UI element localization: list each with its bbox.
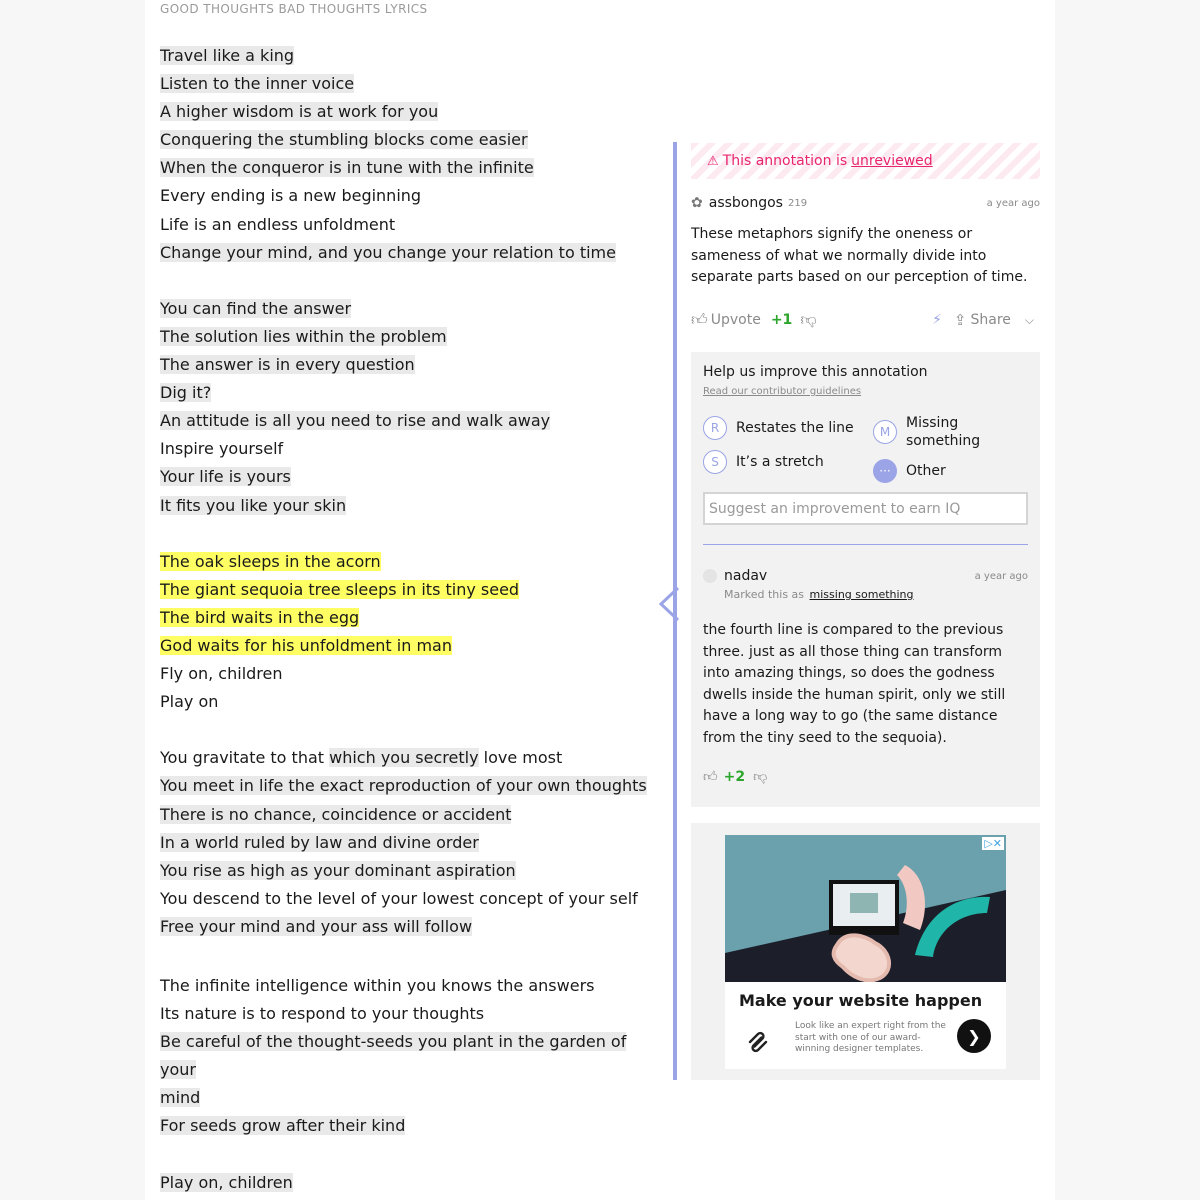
- lyric-line: Play on: [160, 692, 219, 712]
- ad-arrow-right-icon[interactable]: ❯: [957, 1019, 991, 1053]
- ad-headline[interactable]: Make your website happen: [739, 991, 983, 1010]
- annotation-author-row: [691, 193, 1040, 213]
- lyric-line-annotated[interactable]: Change your mind, and you change your relation to time: [160, 242, 616, 262]
- ad-description: Look like an expert right from the start with one of our award-winning designer templates.: [795, 1021, 946, 1054]
- lyric-line: Its nature is to respond to your thoughts: [160, 1004, 485, 1024]
- avatar[interactable]: [703, 569, 717, 583]
- lyric-line-annotated[interactable]: Free your mind and your ass will follow: [160, 916, 473, 936]
- thumbs-up-icon[interactable]: 👍︎: [691, 310, 708, 329]
- warning-icon: ⚠: [707, 153, 719, 169]
- annotation-body: These metaphors signify the oneness or sameness of what we normally divide into separate parts based on our perception of time.: [691, 226, 1028, 286]
- option-label: Restates the line: [736, 420, 854, 436]
- option-restates-line[interactable]: [703, 416, 854, 440]
- lyric-line-annotated[interactable]: Your life is yours: [160, 467, 291, 487]
- lyric-line-annotated[interactable]: Be careful of the thought-seeds you plant in the garden of your: [160, 1032, 627, 1080]
- comment-votes: [703, 768, 767, 785]
- unreviewed-banner: [691, 143, 1040, 179]
- lyric-line-selected[interactable]: The giant sequoia tree sleeps in its tiny seed: [160, 579, 520, 599]
- lyric-line-annotated[interactable]: There is no chance, coincidence or accident: [160, 804, 512, 824]
- improve-title: Help us improve this annotation: [703, 364, 928, 380]
- annotation-pointer: [658, 586, 680, 622]
- option-label: Other: [906, 463, 946, 479]
- marked-tag[interactable]: missing something: [809, 588, 914, 601]
- adchoices-icon[interactable]: ▷: [984, 837, 993, 850]
- lyric-line-annotated[interactable]: It fits you like your skin: [160, 495, 347, 515]
- lyric-line-annotated[interactable]: Listen to the inner voice: [160, 74, 355, 94]
- marked-prefix: Marked this as: [724, 588, 805, 601]
- comment-author[interactable]: nadav: [724, 568, 768, 584]
- lyric-line-selected[interactable]: The oak sleeps in the acorn: [160, 551, 381, 571]
- option-other[interactable]: [873, 459, 946, 483]
- lyric-line-annotated[interactable]: The solution lies within the problem: [160, 326, 447, 346]
- lyric-line-annotated[interactable]: An attitude is all you need to rise and walk away: [160, 411, 551, 431]
- comment-marked-as: [724, 588, 914, 601]
- annotation-author[interactable]: assbongos: [708, 195, 783, 211]
- comment-vote-count: +2: [723, 768, 746, 785]
- lyric-line-annotated[interactable]: mind: [160, 1088, 201, 1108]
- lyric-line: You gravitate to that: [160, 748, 330, 768]
- annotation-actions: [691, 308, 1040, 332]
- divider: [703, 544, 1028, 545]
- lyric-line-annotated[interactable]: You rise as high as your dominant aspiration: [160, 860, 516, 880]
- lyric-line-selected[interactable]: God waits for his unfoldment in man: [160, 635, 452, 655]
- option-its-a-stretch[interactable]: [703, 450, 824, 474]
- chevron-down-icon[interactable]: ⌵: [1024, 312, 1034, 327]
- lyric-line-annotated[interactable]: Travel like a king: [160, 46, 295, 65]
- lyrics-body: [160, 42, 650, 1197]
- lightning-icon[interactable]: ⚡︎: [932, 312, 942, 328]
- thumbs-up-icon[interactable]: 👍︎: [703, 769, 718, 785]
- s-badge-icon: S: [703, 450, 727, 474]
- option-label: Missing something: [906, 415, 981, 449]
- lyric-line-annotated[interactable]: When the conqueror is in tune with the infinite: [160, 158, 534, 178]
- lyric-line-annotated[interactable]: Play on, children: [160, 1172, 293, 1192]
- ad-choices[interactable]: [982, 837, 1004, 850]
- lyric-line: Fly on, children: [160, 664, 283, 684]
- lyric-line-annotated[interactable]: The answer is in every question: [160, 355, 415, 375]
- contributor-guidelines-link[interactable]: Read our contributor guidelines: [703, 386, 862, 397]
- lyric-line: The infinite intelligence within you knows the answers: [160, 976, 595, 995]
- lyric-line: Every ending is a new beginning: [160, 186, 422, 206]
- close-icon[interactable]: ✕: [992, 837, 1002, 850]
- lyric-line-annotated[interactable]: A higher wisdom is at work for you: [160, 102, 439, 122]
- lyric-line-annotated[interactable]: You meet in life the exact reproduction of your own thoughts: [160, 776, 647, 796]
- lyric-line-annotated[interactable]: Conquering the stumbling blocks come easier: [160, 130, 528, 150]
- thumbs-down-icon[interactable]: 👎︎: [800, 310, 817, 329]
- lyrics-title: GOOD THOUGHTS BAD THOUGHTS LYRICS: [160, 2, 428, 16]
- more-dots-icon: ···: [873, 459, 897, 483]
- option-missing-something[interactable]: [873, 414, 1003, 450]
- user-avatar-icon[interactable]: ✿: [691, 195, 703, 211]
- squarespace-logo-icon: [745, 1029, 771, 1055]
- comment-timestamp: a year ago: [974, 570, 1028, 582]
- lyric-line: You descend to the level of your lowest concept of your self: [160, 888, 638, 908]
- vote-count: +1: [770, 312, 793, 328]
- lyric-line-annotated[interactable]: You can find the answer: [160, 298, 352, 318]
- ad-image[interactable]: [725, 835, 1006, 982]
- lyric-line-selected[interactable]: The bird waits in the egg: [160, 607, 360, 627]
- m-badge-icon: M: [873, 420, 897, 444]
- option-label: It’s a stretch: [736, 454, 824, 470]
- author-iq: 219: [787, 197, 808, 209]
- improve-annotation-panel: [691, 352, 1040, 807]
- share-button[interactable]: Share: [970, 312, 1011, 328]
- advertisement[interactable]: [725, 835, 1006, 1069]
- lyric-line: Life is an endless unfoldment: [160, 214, 396, 234]
- comment-header: [703, 568, 1028, 584]
- lyric-line-annotated[interactable]: In a world ruled by law and divine order: [160, 832, 479, 852]
- upvote-button[interactable]: Upvote: [710, 312, 761, 328]
- lyric-line-annotated[interactable]: Dig it?: [160, 383, 212, 403]
- share-icon[interactable]: ⇪: [953, 311, 967, 329]
- comment-body: the fourth line is compared to the previous three. just as all those thing can transform into amazing things, so does the godness dwells inside the human spirit, only we still have a long way to go (the same distance from the tiny seed to the sequoia).: [703, 622, 1006, 746]
- lyric-line-annotated[interactable]: which you secretly: [329, 748, 479, 768]
- unreviewed-label: This annotation is: [722, 153, 848, 169]
- unreviewed-link[interactable]: unreviewed: [851, 153, 933, 169]
- annotation-timestamp: a year ago: [986, 197, 1040, 209]
- r-badge-icon: R: [703, 416, 727, 440]
- lyric-line-annotated[interactable]: For seeds grow after their kind: [160, 1116, 406, 1136]
- thumbs-down-icon[interactable]: 👎︎: [753, 769, 768, 785]
- lyric-line: love most: [478, 748, 563, 768]
- lyric-line: Inspire yourself: [160, 439, 284, 459]
- suggest-improvement-input[interactable]: [703, 492, 1028, 525]
